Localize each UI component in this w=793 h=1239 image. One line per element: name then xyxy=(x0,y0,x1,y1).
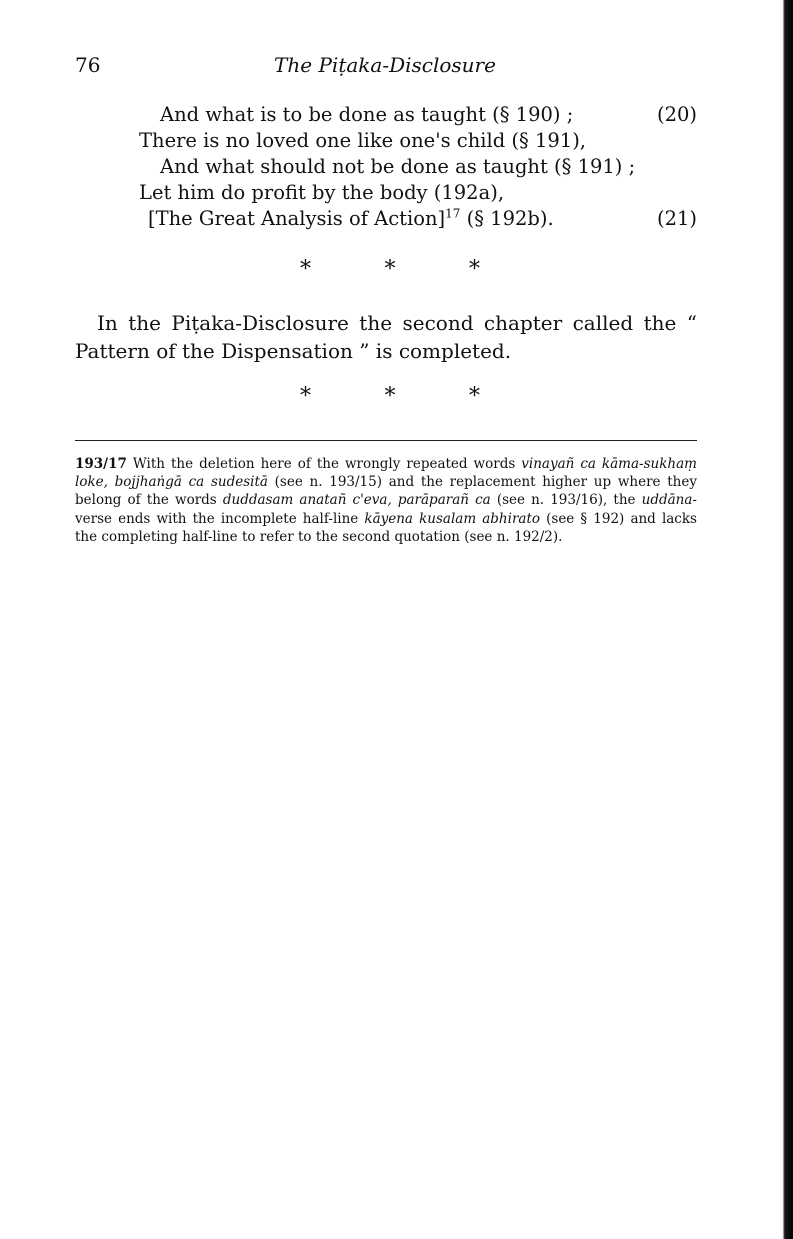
asterisk: * xyxy=(384,257,396,282)
footnote-text: With the deletion here of the wrongly repeated words xyxy=(126,456,522,472)
verse-number: (20) xyxy=(656,103,697,126)
verse-line: There is no loved one like one's child (§ 191), xyxy=(139,129,587,152)
section-separator xyxy=(300,257,480,282)
section-separator xyxy=(300,384,480,409)
footnote-text: (see n. 193/15) and the replacement higher up where they belong of the words xyxy=(75,474,697,509)
verse-line-text: [The Great Analysis of Action] xyxy=(148,207,446,230)
footnote-marker: 17 xyxy=(445,206,461,221)
footnote-text: -verse ends with the incomplete half-line xyxy=(75,492,697,527)
asterisk: * xyxy=(300,257,311,282)
verse-line: And what should not be done as taught (§ 191) ; xyxy=(160,155,636,178)
footnote-pali: uddāna xyxy=(641,492,693,509)
verse-line: Let him do profit by the body (192a), xyxy=(139,181,505,204)
asterisk: * xyxy=(300,384,311,409)
asterisk: * xyxy=(469,257,480,282)
verse-line: And what is to be done as taught (§ 190) ; xyxy=(160,103,574,126)
asterisk: * xyxy=(384,384,396,409)
footnote-pali: duddasam anatañ c'eva, parāparañ ca xyxy=(222,492,491,509)
chapter-end-paragraph: In the Piṭaka-Disclosure the second chapter called the “ Pattern of the Dispensation ” is completed. xyxy=(75,311,697,363)
page-number: 76 xyxy=(75,53,101,77)
scan-edge xyxy=(778,0,793,1239)
footnote-pali: kāyena kusalam abhirato xyxy=(364,510,540,527)
footnote-pali: vinayañ ca kāma-sukhaṃ loke, bojjhaṅgā ca sudesitā xyxy=(75,456,697,491)
verse-line-text: (§ 192b). xyxy=(460,207,554,230)
verse-line xyxy=(148,207,554,231)
footnote-text: (see § 192) and lacks the completing half-line to refer to the second quotation (see n. 192/2). xyxy=(75,510,697,545)
footnote-rule xyxy=(75,440,697,441)
verse-number: (21) xyxy=(656,207,697,230)
footnote xyxy=(75,455,697,546)
footnote-text: (see n. 193/16), the xyxy=(490,492,642,509)
footnote-ref: 193/17 xyxy=(75,456,127,472)
asterisk: * xyxy=(469,384,480,409)
running-title: The Piṭaka-Disclosure xyxy=(274,53,496,77)
